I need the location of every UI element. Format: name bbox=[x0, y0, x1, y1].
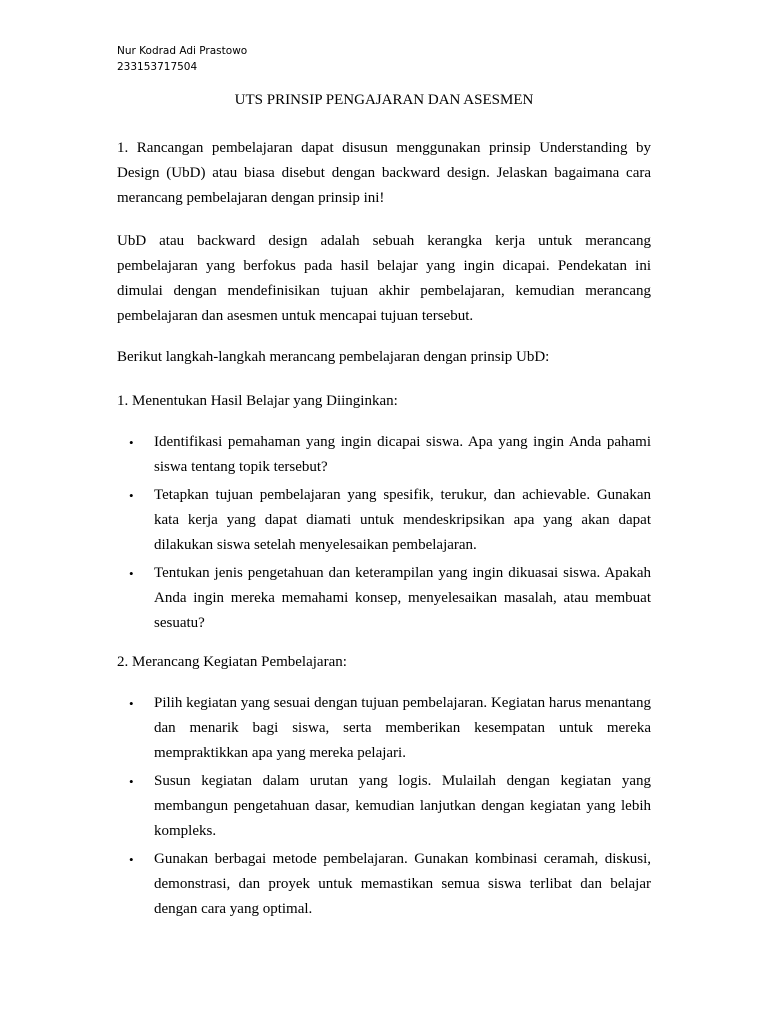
list-item bbox=[117, 691, 651, 766]
list-item-text: Pilih kegiatan yang sesuai dengan tujuan pembelajaran. Kegiatan harus menantang dan menarik bagi siswa, serta memberikan kesempatan untuk mereka mempraktikkan apa yang mereka pelajari. bbox=[154, 695, 651, 761]
list-item-text: Gunakan berbagai metode pembelajaran. Gunakan kombinasi ceramah, diskusi, demonstrasi, dan proyek untuk memastikan semua siswa terlibat dan belajar dengan cara yang optimal. bbox=[154, 851, 651, 917]
question-paragraph: 1. Rancangan pembelajaran dapat disusun menggunakan prinsip Understanding by Design (UbD) atau biasa disebut dengan backward design. Jelaskan bagaimana cara merancang pembelajaran dengan prinsip ini! bbox=[117, 140, 651, 206]
section-heading: 2. Merancang Kegiatan Pembelajaran: bbox=[117, 654, 347, 670]
author-header bbox=[117, 43, 247, 75]
bullet-icon: • bbox=[129, 566, 134, 581]
list-item-text: Tentukan jenis pengetahuan dan keterampilan yang ingin dikuasai siswa. Apakah Anda ingin mereka memahami konsep, menyelesaikan masalah, atau membuat sesuatu? bbox=[154, 565, 651, 631]
steps-intro: Berikut langkah-langkah merancang pembelajaran dengan prinsip UbD: bbox=[117, 349, 550, 365]
list-item bbox=[117, 483, 651, 558]
bullet-list bbox=[117, 691, 651, 925]
list-item bbox=[117, 847, 651, 922]
author-name: Nur Kodrad Adi Prastowo bbox=[117, 45, 248, 57]
list-item bbox=[117, 430, 651, 480]
list-item bbox=[117, 561, 651, 636]
list-item-text: Tetapkan tujuan pembelajaran yang spesifik, terukur, dan achievable. Gunakan kata kerja yang dapat diamati untuk mendeskripsikan apa yang akan dapat dilakukan siswa setelah menyelesaikan pembelajaran. bbox=[154, 487, 651, 553]
bullet-list bbox=[117, 430, 651, 639]
document-title: UTS PRINSIP PENGAJARAN DAN ASESMEN bbox=[234, 92, 534, 108]
list-item-text: Susun kegiatan dalam urutan yang logis. Mulailah dengan kegiatan yang membangun pengetahuan dasar, kemudian lanjutkan dengan kegiatan yang lebih kompleks. bbox=[154, 773, 651, 839]
bullet-icon: • bbox=[129, 696, 134, 711]
bullet-icon: • bbox=[129, 852, 134, 867]
intro-paragraph: UbD atau backward design adalah sebuah kerangka kerja untuk merancang pembelajaran yang berfokus pada hasil belajar yang ingin dicapai. Pendekatan ini dimulai dengan mendefinisikan tujuan akhir pembelajaran, kemudian merancang pembelajaran dan asesmen untuk mencapai tujuan tersebut. bbox=[117, 233, 651, 324]
list-item bbox=[117, 769, 651, 844]
student-id: 233153717504 bbox=[117, 61, 198, 73]
bullet-icon: • bbox=[129, 774, 134, 789]
bullet-icon: • bbox=[129, 435, 134, 450]
list-item-text: Identifikasi pemahaman yang ingin dicapai siswa. Apa yang ingin Anda pahami siswa tentang topik tersebut? bbox=[154, 434, 651, 475]
bullet-icon: • bbox=[129, 488, 134, 503]
section-heading: 1. Menentukan Hasil Belajar yang Diinginkan: bbox=[117, 393, 398, 409]
